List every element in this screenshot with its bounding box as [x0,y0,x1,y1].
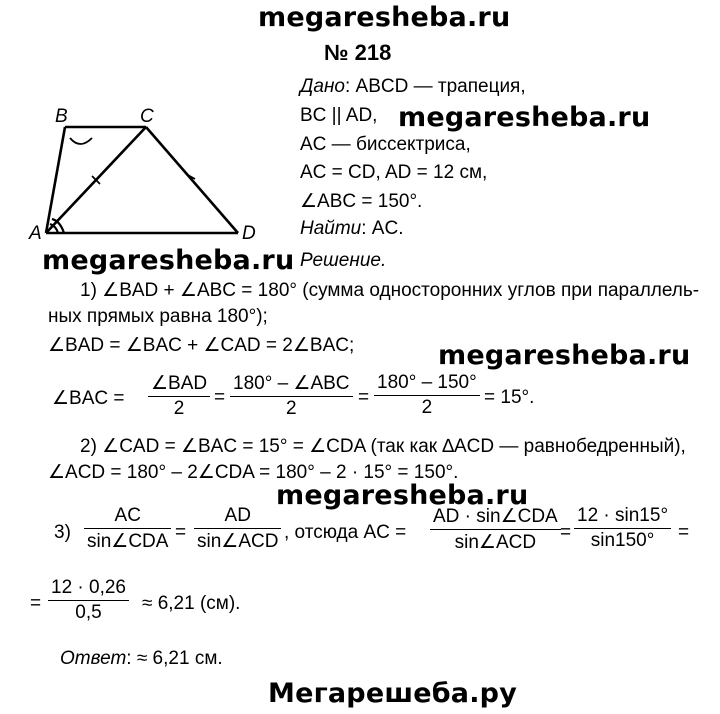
given-line-1-text: : ABCD — трапеция, [344,76,526,97]
step1-frac-2 [230,372,353,420]
answer-value: : ≈ 6,21 см. [126,648,223,669]
step3-frac-3-den: sin∠ACD [454,532,537,553]
step3-frac-2-den: sin∠ACD [197,531,279,552]
step1-eq-1: = [214,387,226,408]
step3-line2-eq: = [30,593,42,614]
vertex-label-c: C [140,106,154,127]
step1-frac-1-den: 2 [173,398,185,419]
vertex-label-b: B [55,106,68,127]
step3-prefix: 3) [54,522,71,543]
step1-frac-3 [374,372,480,419]
given-line-1 [300,76,526,98]
solution-label: Решение. [300,250,387,271]
step2-line-2: ∠ACD = 180° – 2∠CDA = 180° – 2 · 15° = 150°. [48,462,459,483]
watermark-given: megaresheba.ru [398,102,651,133]
vertex-label-a: A [29,223,42,244]
step1-frac-2-den: 2 [285,398,297,419]
find-value: : AC. [361,218,404,239]
watermark-step1: megaresheba.ru [438,340,691,371]
step3-frac-1-den: sin∠CDA [87,531,169,552]
answer-line [60,648,223,670]
step3-eq-1: = [175,522,187,543]
step3-frac-5-num: 12 · 0,26 [51,577,126,598]
step1-eq-2: = [358,387,370,408]
step3-eq-3: = [678,522,690,543]
angle-arc-b [70,138,92,144]
answer-label: Ответ [60,648,127,669]
step3-frac-1 [84,505,171,553]
watermark-footer: Мегарешеба.ру [268,678,517,709]
step1-frac-3-den: 2 [421,397,433,418]
step1-line-2: ных прямых равна 180°); [48,306,268,327]
step3-eq-2: = [560,522,572,543]
step1-line-1: 1) ∠BAD + ∠ABC = 180° (сумма односторонних углов при параллель- [80,280,700,301]
step1-line-3: ∠BAD = ∠BAC + ∠CAD = 2∠BAC; [48,335,355,356]
find-line [300,218,403,240]
find-label: Найти [300,218,362,239]
step1-frac-1-num: ∠BAD [151,373,208,394]
vertex-label-d: D [242,223,256,244]
side-cd [146,127,238,233]
given-line-3: AC — биссектриса, [300,134,471,155]
given-line-2: BC || AD, [300,105,378,126]
step1-frac-1 [148,372,210,420]
step1-frac-3-num: 180° – 150° [377,372,477,393]
step3-frac-2-num: AD [224,505,251,526]
watermark-top: megaresheba.ru [258,2,511,33]
step3-frac-3-num: AD · sin∠CDA [433,506,558,527]
watermark-step2: megaresheba.ru [276,480,529,511]
step3-frac-4-den: sin150° [590,530,655,551]
watermark-figure: megaresheba.ru [42,245,295,276]
step3-frac-5-den: 0,5 [75,602,102,623]
step1-frac-2-num: 180° – ∠ABC [233,373,350,394]
given-label: Дано [300,76,345,97]
step3-frac-2 [194,505,281,553]
step3-frac-3 [430,505,561,554]
step3-middle: , отсюда AC = [284,522,407,543]
given-line-5: ∠ABC = 150°. [300,191,423,212]
given-line-4: AC = CD, AD = 12 см, [300,162,488,183]
step1-eq-result: = 15°. [484,387,535,408]
step3-frac-4-num: 12 · sin15° [577,505,669,526]
step3-frac-5 [48,577,129,624]
problem-number: № 218 [324,40,392,65]
step3-line2-result: ≈ 6,21 (см). [142,593,241,614]
step2-line-1: 2) ∠CAD = ∠BAC = 15° = ∠CDA (так как ∆ACD — равнобедренный), [80,436,686,457]
step1-eq-lhs: ∠BAC = [52,388,125,409]
step3-frac-1-num: AC [114,505,141,526]
step3-frac-4 [574,505,671,552]
